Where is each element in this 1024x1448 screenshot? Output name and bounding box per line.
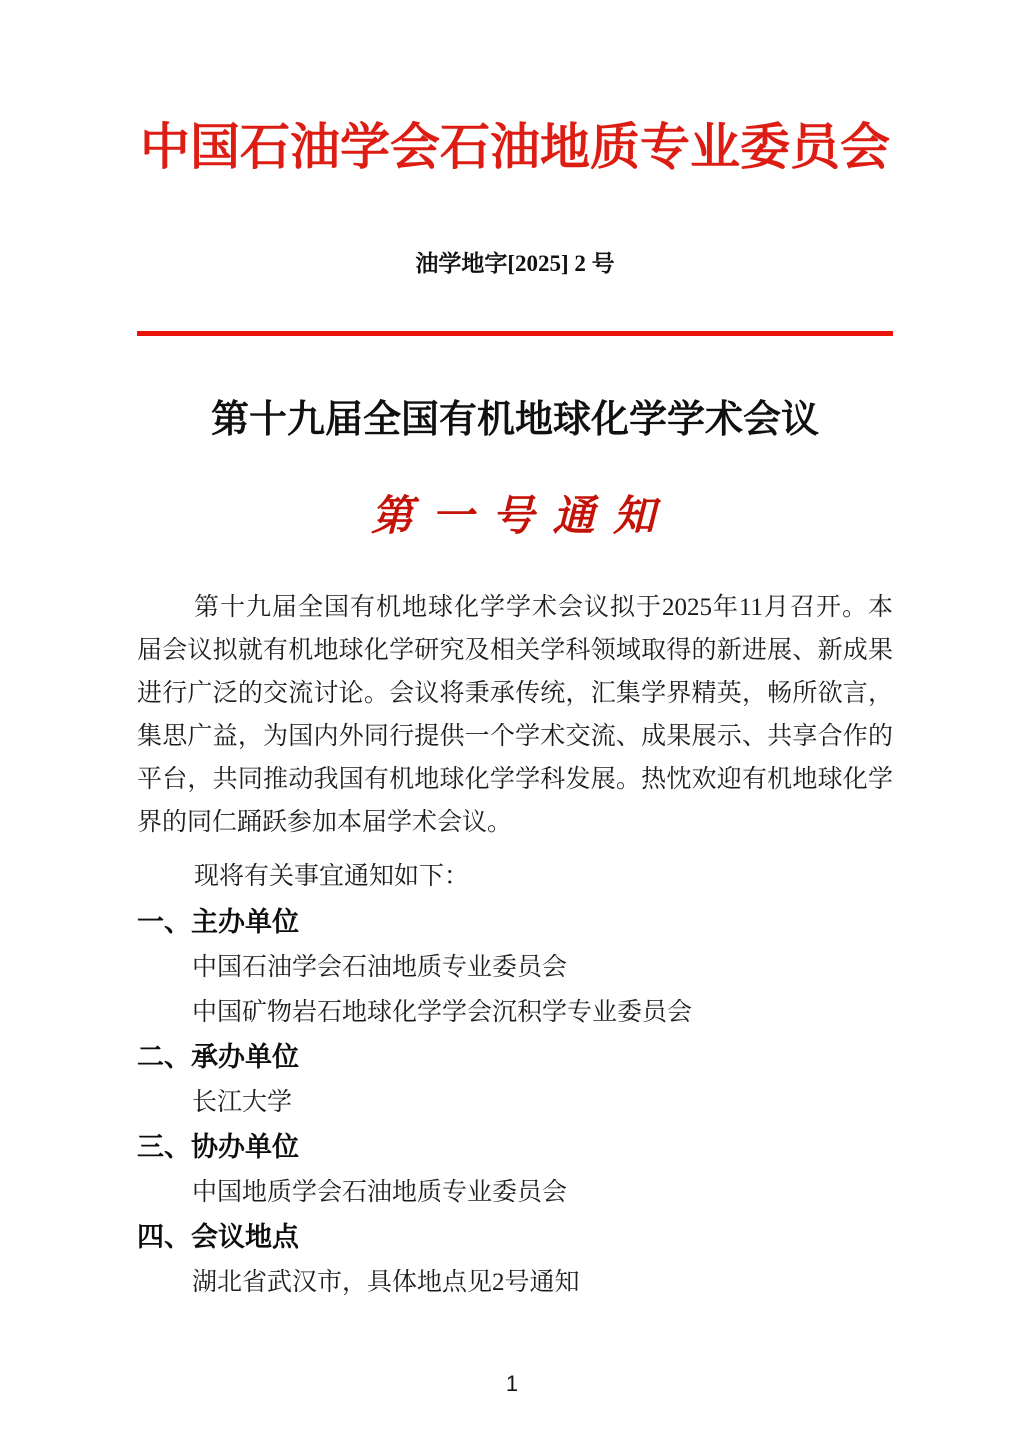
section-heading: 一、主办单位: [137, 907, 299, 937]
section-item: 湖北省武汉市，具体地点见2号通知: [192, 1269, 580, 1296]
section-item: 长江大学: [192, 1089, 293, 1116]
page-number: 1: [505, 1371, 519, 1396]
section-item: 中国矿物岩石地球化学学会沉积学专业委员会: [192, 999, 693, 1026]
notice-lead-in-line: 现将有关事宜通知如下：: [194, 863, 470, 890]
section-item: 中国石油学会石油地质专业委员会: [192, 954, 568, 981]
section-venue: [137, 1215, 893, 1305]
conference-title: 第十九届全国有机地球化学学术会议: [210, 399, 819, 441]
introduction-paragraph: 第十九届全国有机地球化学学术会议拟于2025年11月召开。本届会议拟就有机地球化学研究及相关学科领域取得的新进展、新成果进行广泛的交流讨论。会议将秉承传统，汇集学界精英，畅所欲言，集思广益，为国内外同行提供一个学术交流、成果展示、共享合作的平台，共同推动我国有机地球化学学科发展。热忱欢迎有机地球化学界的同仁踊跃参加本届学术会议。: [137, 594, 893, 836]
section-item: 中国地质学会石油地质专业委员会: [192, 1179, 568, 1206]
section-organizer-unit: [137, 1035, 893, 1125]
notice-number-title: 第 一 号 通 知: [370, 494, 659, 540]
section-host-units: [137, 900, 893, 1035]
section-co-organizer-unit: [137, 1125, 893, 1215]
section-heading: 二、承办单位: [137, 1042, 299, 1072]
notice-sections: [137, 900, 893, 1305]
organization-title: 中国石油学会石油地质专业委员会: [140, 119, 890, 175]
document-reference-number: 油学地字[2025] 2 号: [415, 251, 615, 276]
section-heading: 四、会议地点: [137, 1222, 299, 1252]
section-heading: 三、协办单位: [137, 1132, 299, 1162]
red-divider-rule: [137, 331, 893, 336]
